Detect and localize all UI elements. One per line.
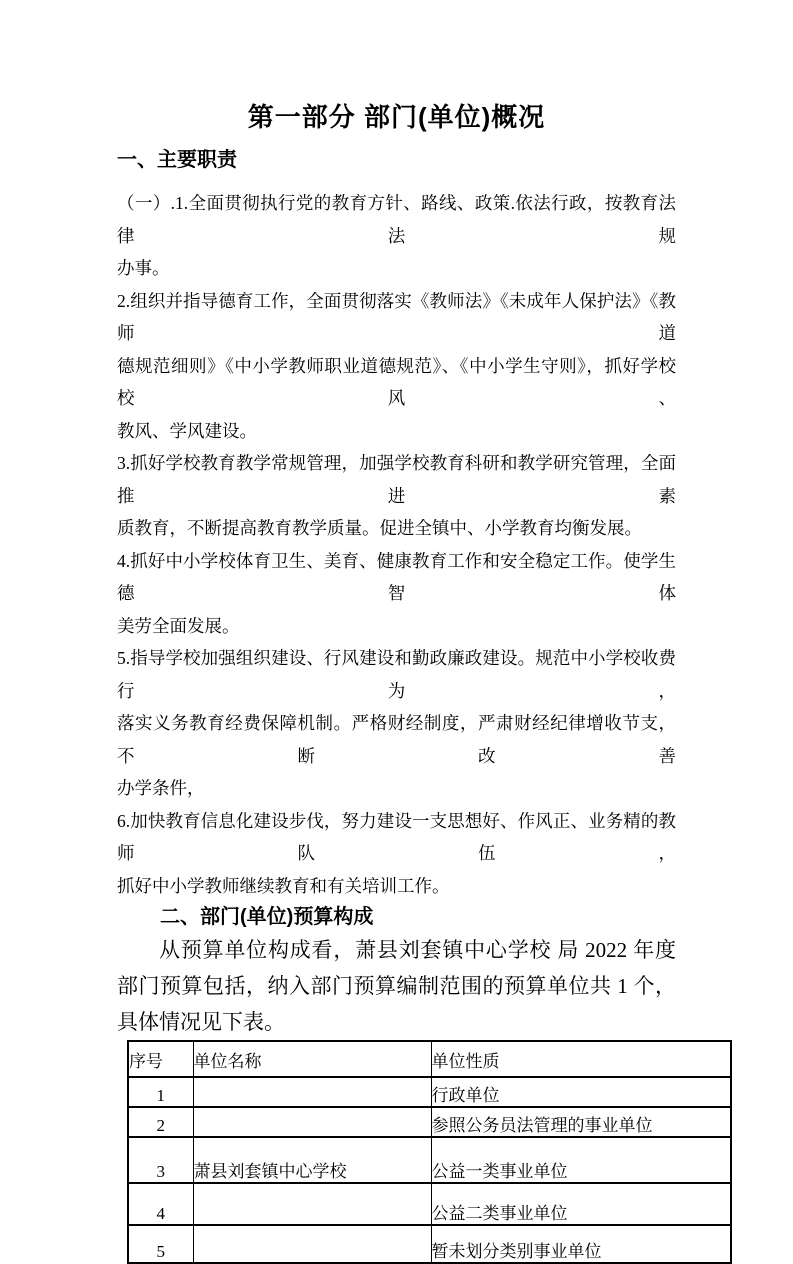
table-row [128,1137,731,1183]
paragraph-line: 2.组织并指导德育工作，全面贯彻落实《教师法》《未成年人保护法》《教师道 [117,290,676,343]
cell-seq: 3 [128,1137,193,1183]
paragraph-line: 德规范细则》《中小学教师职业道德规范》、《中小学生守则》，抓好学校校风、 [117,355,676,408]
cell-seq: 5 [128,1225,193,1263]
cell-unit-name: 萧县刘套镇中心学校 [193,1137,431,1183]
paragraph-line: 4.抓好中小学校体育卫生、美育、健康教育工作和安全稳定工作。使学生德智体 [117,550,676,603]
cell-unit-type: 暂未划分类别事业单位 [431,1225,731,1263]
paragraph-line: 质教育，不断提高教育教学质量。促进全镇中、小学教育均衡发展。 [117,518,642,538]
cell-unit-type: 行政单位 [431,1077,731,1107]
paragraph-line: 6.加快教育信息化建设步伐，努力建设一支思想好、作风正、业务精的教师队伍， [117,810,676,863]
table-row [128,1225,731,1263]
paragraph-line: 美劳全面发展。 [117,615,240,636]
paragraph-line: 教风、学风建设。 [117,420,257,441]
paragraph-line: 办学条件， [117,778,205,798]
unit-table [127,1040,732,1264]
header-seq: 序号 [128,1041,193,1077]
intro-line: 具体情况见下表。 [117,1010,285,1034]
cell-unit-type: 公益一类事业单位 [431,1137,731,1183]
paragraph-line: 落实义务教育经费保障机制。严格财经制度，严肃财经纪律增收节支，不断改善 [117,713,676,766]
paragraph-line: （一）.1.全面贯彻执行党的教育方针、路线、政策.依法行政，按教育法律法规 [117,193,676,246]
cell-unit-name [193,1183,431,1225]
intro-line: 从预算单位构成看，萧县刘套镇中心学校 局 2022 年度 [159,938,676,962]
cell-seq: 2 [128,1107,193,1137]
duties-paragraphs [117,187,676,902]
budget-intro-paragraph [117,932,676,1040]
table-row [128,1107,731,1137]
unit-table-body [128,1041,731,1263]
paragraph-line: 3.抓好学校教育教学常规管理，加强学校教育科研和教学研究管理，全面推进素 [117,453,676,506]
section2-heading: 二、部门(单位)预算构成 [160,906,374,928]
duty-paragraph [117,642,676,805]
header-unit-type: 单位性质 [431,1041,731,1077]
duty-paragraph [117,805,676,903]
unit-table-header-row [128,1041,731,1077]
section1-heading: 一、主要职责 [117,149,237,171]
cell-unit-name [193,1077,431,1107]
cell-seq: 1 [128,1077,193,1107]
header-unit-name: 单位名称 [193,1041,431,1077]
paragraph-line: 办事。 [117,258,170,278]
duty-paragraph [117,545,676,643]
table-row [128,1077,731,1107]
table-row [128,1183,731,1225]
paragraph-line: 5.指导学校加强组织建设、行风建设和勤政廉政建设。规范中小学校收费行为， [117,648,676,701]
document-title: 第一部分 部门(单位)概况 [247,102,546,132]
intro-line: 部门预算包括，纳入部门预算编制范围的预算单位共 1 个， [117,974,676,998]
paragraph-line: 抓好中小学教师继续教育和有关培训工作。 [117,875,450,896]
cell-seq: 4 [128,1183,193,1225]
duty-paragraph [117,447,676,545]
cell-unit-type: 参照公务员法管理的事业单位 [431,1107,731,1137]
duty-paragraph [117,187,676,285]
cell-unit-name [193,1225,431,1263]
duty-paragraph [117,285,676,448]
cell-unit-name [193,1107,431,1137]
cell-unit-type: 公益二类事业单位 [431,1183,731,1225]
